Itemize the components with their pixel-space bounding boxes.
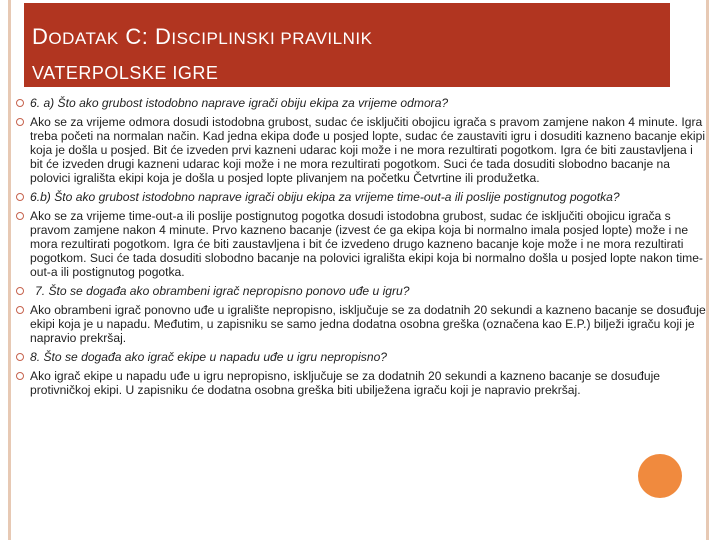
bullet-icon [16, 193, 24, 201]
answer-item: Ako se za vrijeme odmora dosudi istodobna grubost, sudac će isključiti obojicu igrača s pravom zamjene nakon 4 minute. Igra treba početi na normalan način. Kad jedna ekipa dođe u posjed lopte, sudac će zaustaviti igru i dosuditi kazneno bacanje ekipi koja je došla u posjed. Bit će izveden prvi kazneni udarac koji može i ne mora rezultirati pogotkom. Igra će biti zaustavljena i bit će izveden drugi kazneni udarac koji može i ne mora rezultirati pogotkom. Suci će tada dosuditi slobodno bacanje na polovici igrališta ekipi koja je došla u posjed lopte plivanjem na početku Četvrtine ili produžetka. [12, 115, 706, 185]
bullet-icon [16, 118, 24, 126]
bullet-icon [16, 306, 24, 314]
bullet-icon [16, 287, 24, 295]
bullet-icon [16, 212, 24, 220]
title-line-1: DODATAK C: DISCIPLINSKI PRAVILNIK [32, 24, 373, 49]
question-item: 6.b) Što ako grubost istodobno naprave igrači obiju ekipa za vrijeme time-out-a ili poslije postignutog pogotka? [12, 190, 706, 204]
slide-body [12, 96, 706, 402]
bullet-icon [16, 372, 24, 380]
question-item: 6. a) Što ako grubost istodobno naprave igrači obiju ekipa za vrijeme odmora? [12, 96, 706, 110]
title-line-2: VATERPOLSKE IGRE [32, 63, 219, 83]
answer-item: Ako obrambeni igrač ponovno uđe u igralište nepropisno, isključuje se za dodatnih 20 sekundi a kazneno bacanje se dosuđuje ekipi koja je u napadu. Međutim, u zapisniku se samo jedna dodatna osobna greška (označena kao E.P.) bilježi igraču koji je napravio prekršaj. [12, 303, 706, 345]
decorative-circle-icon [638, 454, 682, 498]
answer-item: Ako se za vrijeme time-out-a ili poslije postignutog pogotka dosudi istodobna grubost, sudac će isključiti obojicu igrača s pravom zamjene nakon 4 minute. Prvo kazneno bacanje (izvest će ga ekipa koja bi normalno imala posjed lopte) može i ne mora rezultirati pogotkom. Igra će biti zaustavljena i bit će izvedeno drugo kazneno bacanje koje može i ne mora rezultirati pogotkom. Suci će tada dosuditi slobodno bacanje na polovici igrališta ekipi koja bi normalno došla u posjed lopte nakon time-out-a ili postignutog pogotka. [12, 209, 706, 279]
right-frame-line [706, 0, 709, 540]
question-item: 8. Što se događa ako igrač ekipe u napadu uđe u igru nepropisno? [12, 350, 706, 364]
answer-item: Ako igrač ekipe u napadu uđe u igru nepropisno, isključuje se za dodatnih 20 sekundi a kazneno bacanje se dosuđuje protivničkoj ekipi. U zapisniku će dodatna osobna greška biti ubilježena igraču koji je napravio prekršaj. [12, 369, 706, 397]
left-frame-line [8, 0, 11, 540]
bullet-icon [16, 353, 24, 361]
slide-title [24, 3, 670, 87]
bullet-icon [16, 99, 24, 107]
question-item: 7. Što se događa ako obrambeni igrač nepropisno ponovo uđe u igru? [12, 284, 706, 298]
